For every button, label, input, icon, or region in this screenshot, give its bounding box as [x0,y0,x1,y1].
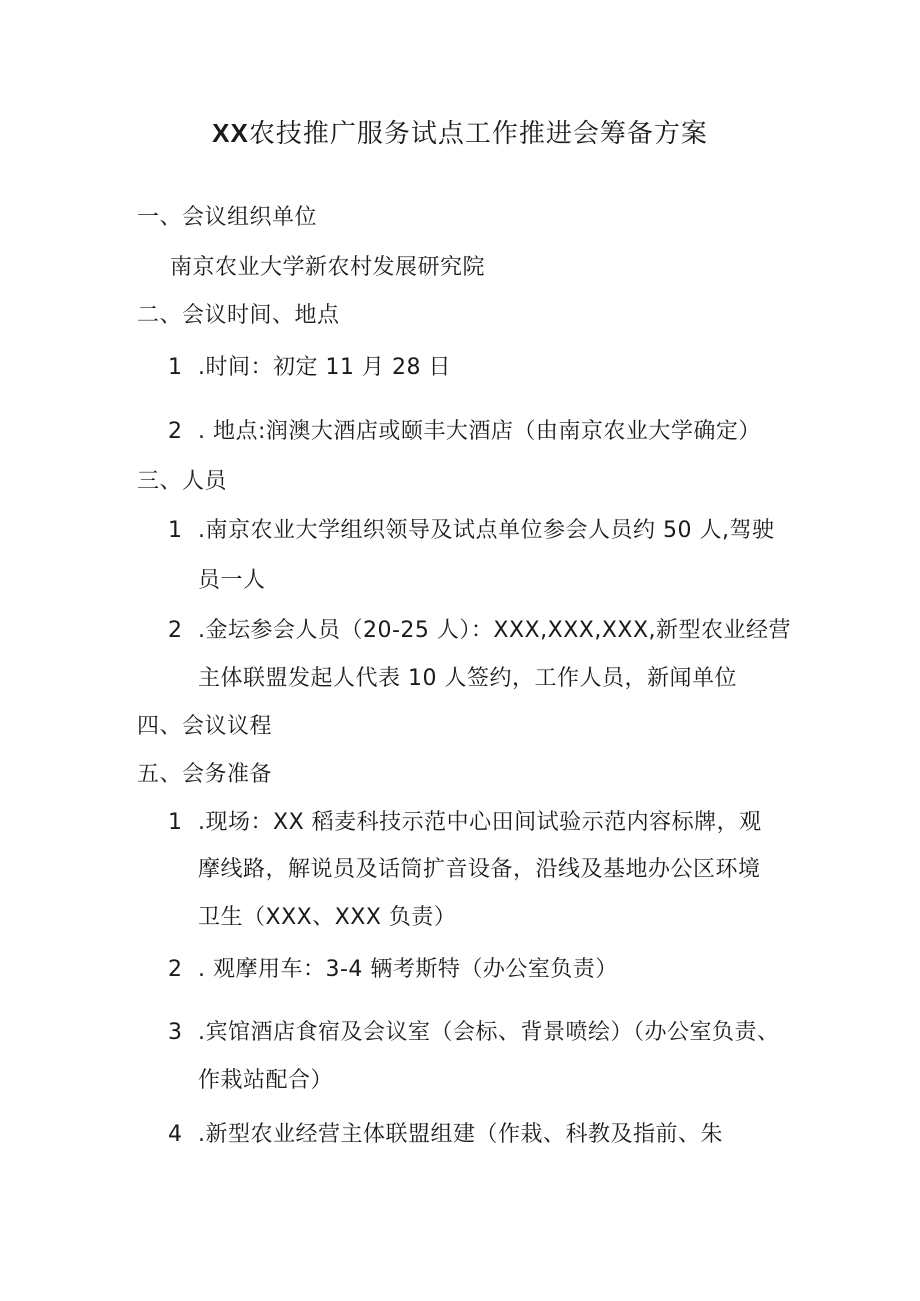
list-item-continuation: 员一人 [198,568,266,593]
section-heading-preparation: 五、会务准备 [137,762,273,787]
list-item-line: .新型农业经营主体联盟组建（作栽、科教及指前、朱 [198,1122,723,1147]
section-heading-time-place: 二、会议时间、地点 [137,303,340,328]
list-number: 2 [168,618,183,643]
title-text: 农技推广服务试点工作推进会筹备方案 [248,119,708,149]
list-item-alliance [168,1120,723,1150]
list-item-line: . 观摩用车：3-4 辆考斯特（办公室负责） [198,957,618,982]
list-item-continuation: 卫生（XXX、XXX 负责） [198,905,457,930]
section-heading-personnel: 三、人员 [137,469,228,494]
list-item-hotel [168,1018,780,1048]
list-item-line: .金坛参会人员（20-25 人）：XXX,XXX,XXX,新型农业经营 [198,618,792,643]
list-item-vehicles [168,955,618,985]
list-item-line: . 地点:润澳大酒店或颐丰大酒店（由南京农业大学确定） [198,419,761,444]
list-number: 1 [168,810,183,835]
list-number: 2 [168,957,183,982]
list-number: 1 [168,355,183,380]
list-item-time [168,353,451,383]
list-item-line: .时间：初定 11 月 28 日 [198,355,451,380]
list-item-continuation: 作栽站配合） [198,1068,334,1093]
list-item-continuation: 主体联盟发起人代表 10 人签约，工作人员，新闻单位 [198,666,737,691]
list-number: 2 [168,419,183,444]
list-item-line: .现场：XX 稻麦科技示范中心田间试验示范内容标牌，观 [198,810,762,835]
list-number: 4 [168,1122,183,1147]
section-heading-organizer: 一、会议组织单位 [137,205,318,230]
list-item-continuation: 摩线路，解说员及话筒扩音设备，沿线及基地办公区环境 [198,857,761,882]
list-item-line: .南京农业大学组织领导及试点单位参会人员约 50 人,驾驶 [198,518,775,543]
list-item-venue [168,808,762,838]
list-item-place [168,417,761,447]
list-item-personnel-2 [168,616,791,646]
section-heading-agenda: 四、会议议程 [137,714,273,739]
organizer-name: 南京农业大学新农村发展研究院 [170,255,486,280]
list-number: 1 [168,518,183,543]
list-item-line: .宾馆酒店食宿及会议室（会标、背景喷绘）（办公室负责、 [198,1020,780,1045]
list-item-personnel-1 [168,516,774,546]
document-title [0,116,920,151]
list-number: 3 [168,1020,183,1045]
title-prefix: XX [212,118,249,148]
